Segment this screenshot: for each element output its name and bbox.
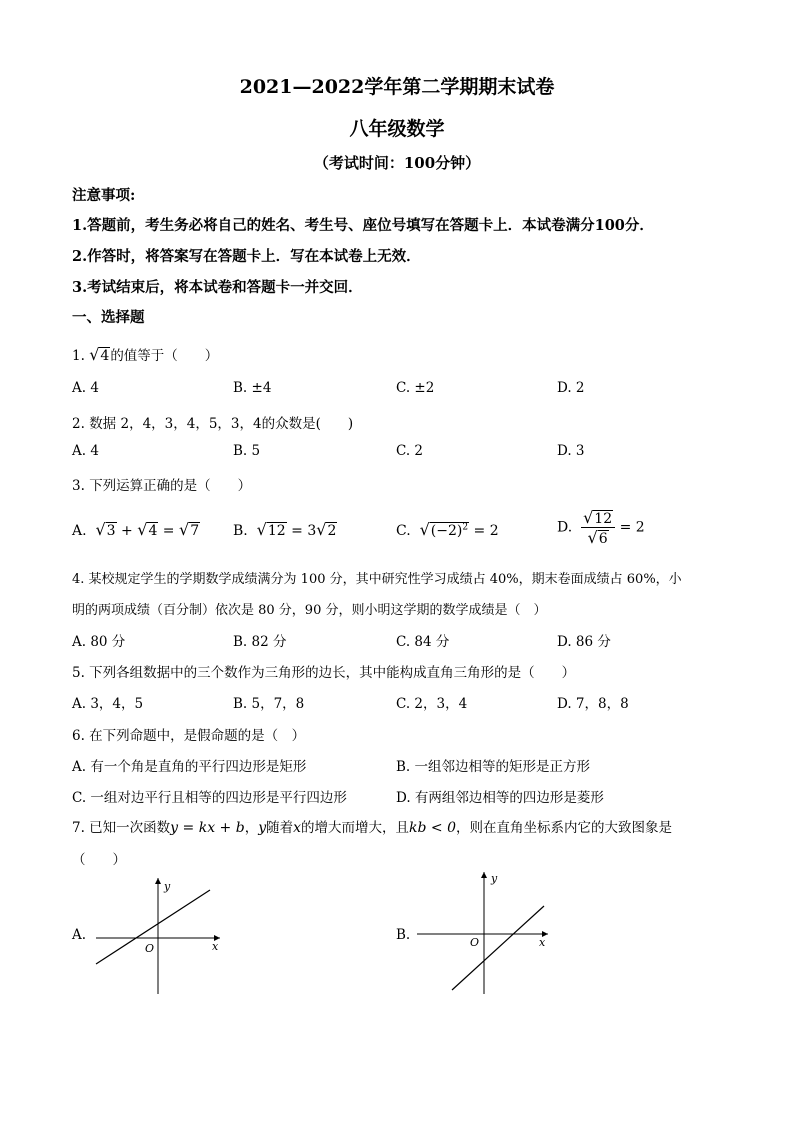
- question-7-graph-b: [412, 866, 557, 998]
- origin-label: O: [145, 942, 155, 955]
- question-5-stem: 5. 下列各组数据中的三个数作为三角形的边长，其中能构成直角三角形的是（ ）: [72, 665, 576, 681]
- question-7-stem: 7. 已知一次函数y = kx + b，y随着x的增大而增大，且kb < 0，则在直角坐标系内它的大致图象是: [72, 820, 672, 836]
- question-3-option-d: D. $\frac{√12}{√6}$ = 2: [557, 508, 645, 547]
- question-4-option-b: B. 82 分: [233, 634, 287, 650]
- question-7-option-a-label: A.: [72, 927, 87, 943]
- question-4-stem-line1: 4. 某校规定学生的学期数学成绩满分为 100 分，其中研究性学习成绩占 40%，期末卷面成绩占 60%，小: [72, 572, 682, 587]
- question-2-option-c: C. 2: [396, 443, 424, 459]
- exam-time: （考试时间：100分钟）: [313, 154, 481, 172]
- question-number: 2.: [72, 416, 85, 432]
- question-2-option-d: D. 3: [557, 443, 585, 459]
- question-4-stem-line2: 明的两项成绩（百分制）依次是 80 分，90 分，则小明这学期的数学成绩是（ ）: [72, 603, 547, 618]
- question-2-stem: [72, 412, 353, 432]
- question-7-stem-line2: （ ）: [72, 852, 126, 868]
- question-3-option-b: B. √12 = 3√2: [233, 520, 337, 539]
- question-4-option-d: D. 86 分: [557, 634, 611, 650]
- sqrt-expression: √4: [89, 345, 110, 364]
- question-6-option-a: A. 有一个角是直角的平行四边形是矩形: [72, 759, 307, 775]
- question-text: 的值等于（ ）: [110, 348, 219, 364]
- question-text: 数据 2，4，3，4，5，3，4的众数是( ): [89, 416, 354, 432]
- notice-item-1: 1.答题前，考生务必将自己的姓名、考生号、座位号填写在答题卡上．本试卷满分100分．: [72, 217, 654, 234]
- x-label: x: [212, 940, 219, 953]
- question-1-option-a: A. 4: [72, 380, 99, 396]
- notice-item-3: 3.考试结束后，将本试卷和答题卡一并交回．: [72, 279, 363, 296]
- question-5-option-d: D. 7，8，8: [557, 696, 629, 712]
- question-7-option-b-label: B.: [396, 927, 411, 943]
- origin-label: O: [470, 936, 480, 949]
- question-3-option-a: A. √3 + √4 = √7: [72, 520, 200, 539]
- notice-item-2: 2.作答时，将答案写在答题卡上．写在本试卷上无效．: [72, 248, 421, 265]
- formula: y = kx + b: [170, 820, 245, 836]
- x-label: x: [539, 936, 546, 949]
- question-number: 1.: [72, 348, 85, 364]
- question-3-stem: [72, 474, 251, 494]
- question-4-option-a: A. 80 分: [72, 634, 126, 650]
- y-label: y: [491, 872, 498, 885]
- question-5-option-b: B. 5，7，8: [233, 696, 305, 712]
- question-4-option-c: C. 84 分: [396, 634, 450, 650]
- function-line: [452, 906, 544, 990]
- subject-title: 八年级数学: [349, 118, 445, 140]
- section-heading: 一、选择题: [72, 309, 145, 326]
- question-6-option-d: D. 有两组邻边相等的四边形是菱形: [396, 790, 604, 806]
- y-label: y: [164, 880, 171, 893]
- question-number: 3.: [72, 478, 85, 494]
- question-5-option-a: A. 3，4，5: [72, 696, 144, 712]
- condition: kb < 0: [409, 820, 456, 836]
- question-2-option-b: B. 5: [233, 443, 261, 459]
- question-text: 下列运算正确的是（ ）: [89, 478, 252, 494]
- question-1-option-b: B. ±4: [233, 380, 272, 396]
- question-3-option-c: C. $√(-2)^2 = 2$: [396, 520, 499, 539]
- question-6-option-b: B. 一组邻边相等的矩形是正方形: [396, 759, 591, 775]
- question-6-option-c: C. 一组对边平行且相等的四边形是平行四边形: [72, 790, 347, 806]
- question-1-option-d: D. 2: [557, 380, 585, 396]
- question-6-stem: 6. 在下列命题中，是假命题的是（ ）: [72, 728, 306, 744]
- question-1-stem: [72, 344, 218, 364]
- notice-heading: 注意事项:: [72, 187, 136, 204]
- question-5-option-c: C. 2，3，4: [396, 696, 468, 712]
- exam-title: 2021—2022学年第二学期期末试卷: [239, 76, 555, 98]
- question-7-graph-a: [88, 870, 228, 1000]
- question-2-option-a: A. 4: [72, 443, 99, 459]
- question-1-option-c: C. ±2: [396, 380, 435, 396]
